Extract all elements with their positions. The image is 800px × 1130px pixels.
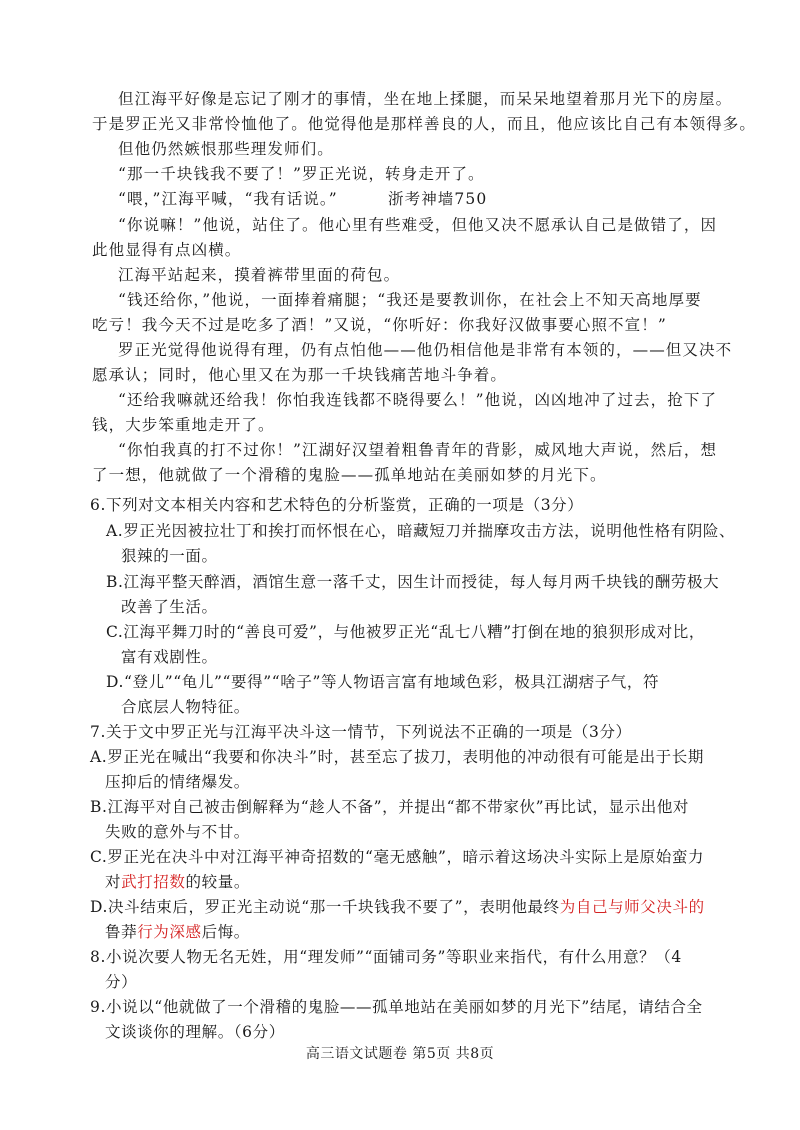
question-7-option-d-cont [105, 921, 250, 943]
story-line: “你怕我真的打不过你！”江湖好汉望着粗鲁青年的背影，威风地大声说，然后，想 [118, 441, 718, 459]
story-line: “那一千块钱我不要了！”罗正光说，转身走开了。 [118, 165, 485, 183]
question-7-option-b: B.江海平对自己被击倒解释为“趁人不备”，并提出“都不带家伙”再比试，显示出他对 [90, 798, 690, 816]
text-segment: 后悔。 [201, 923, 250, 941]
text-segment: D.决斗结束后，罗正光主动说“那一千块钱我不要了”，表明他最终 [90, 898, 560, 916]
question-7-option-d [90, 896, 705, 918]
text-segment: 鲁莽 [105, 923, 138, 941]
question-7-option-c: C.罗正光在决斗中对江海平神奇招数的“毫无感触”，暗示着这场决斗实际上是原始蛮力 [90, 848, 705, 866]
question-7-stem: 7.关于文中罗正光与江海平决斗这一情节，下列说法不正确的一项是（3分） [90, 723, 632, 741]
story-line: 于是罗正光又非常怜恤他了。他觉得他是那样善良的人，而且，他应该比自己有本领得多。 [92, 115, 757, 133]
question-9-stem-cont: 文谈谈你的理解。（6分） [105, 1023, 285, 1041]
story-line: 但江海平好像是忘记了刚才的事情，坐在地上揉腿，而呆呆地望着那月光下的房屋。 [118, 90, 733, 108]
question-6-option-d-cont: 合底层人物特征。 [121, 698, 250, 716]
story-line: “还给我嘛就还给我！你怕我连钱都不晓得要么！”他说，凶凶地冲了过去，抢下了 [118, 391, 718, 409]
red-annotation: 武打招数 [121, 873, 186, 891]
story-line: 此他显得有点凶横。 [92, 241, 242, 259]
story-line: 江海平站起来，摸着裤带里面的荷包。 [118, 266, 401, 284]
text-segment: 的较量。 [185, 873, 250, 891]
text-segment: 对 [105, 873, 122, 891]
question-6-option-d: D.“登儿”“龟儿”“要得”“啥子”等人物语言富有地域色彩，极具江湖痞子气，符 [106, 673, 660, 691]
red-annotation: 行为深感 [137, 923, 202, 941]
story-line: 愿承认；同时，他心里又在为那一千块钱痛苦地斗争着。 [92, 366, 508, 384]
question-8-stem-cont: 分） [105, 973, 138, 991]
question-6-option-a-cont: 狠辣的一面。 [121, 547, 218, 565]
question-7-option-c-cont [105, 871, 250, 893]
question-7-option-b-cont: 失败的意外与不甘。 [105, 823, 250, 841]
page-footer: 高三语文试题卷 第5页 共8页 [305, 1046, 495, 1062]
story-line: “喂，”江海平喊，“我有话说。” [118, 190, 338, 208]
watermark-text: 浙考神墙750 [388, 190, 488, 208]
question-7-option-a: A.罗正光在喊出“我要和你决斗”时，甚至忘了拔刀，表明他的冲动很有可能是出于长期 [90, 748, 704, 766]
story-line: 但他仍然嫉恨那些理发师们。 [118, 140, 334, 158]
story-line: 吃亏！我今天不过是吃多了酒！”又说，“你听好：你我好汉做事要心照不宣！” [92, 316, 667, 334]
story-line: 了一想，他就做了一个滑稽的鬼脸——孤单地站在美丽如梦的月光下。 [92, 466, 607, 484]
question-9-stem: 9.小说以“他就做了一个滑稽的鬼脸——孤单地站在美丽如梦的月光下”结尾，请结合全 [90, 998, 703, 1016]
story-line: 罗正光觉得他说得有理，仍有点怕他——他仍相信他是非常有本领的，——但又决不 [118, 341, 733, 359]
question-6-option-a: A.罗正光因被拉壮丁和挨打而怀恨在心，暗藏短刀并揣摩攻击方法，说明他性格有阴险、 [106, 522, 736, 540]
story-line: 钱，大步笨重地走开了。 [92, 416, 275, 434]
question-8-stem: 8.小说次要人物无名无姓，用“理发师”“面铺司务”等职业来指代，有什么用意？（4 [90, 948, 682, 966]
story-line: “你说嘛！”他说，站住了。他心里有些难受，但他又决不愿承认自己是做错了，因 [118, 216, 718, 234]
story-line: “钱还给你，”他说，一面捧着痛腿；“我还是要教训你，在社会上不知天高地厚要 [118, 291, 702, 309]
question-6-option-b: B.江海平整天醉酒，酒馆生意一落千丈，因生计而授徒，每人每月两千块钱的酬劳极大 [106, 573, 720, 591]
question-6-option-b-cont: 改善了生活。 [121, 598, 218, 616]
red-annotation: 为自己与师父决斗的 [559, 898, 705, 916]
question-6-stem: 6.下列对文本相关内容和艺术特色的分析鉴赏，正确的一项是（3分） [90, 496, 584, 514]
question-6-option-c: C.江海平舞刀时的“善良可爱”，与他被罗正光“乱七八糟”打倒在地的狼狈形成对比， [106, 623, 705, 641]
question-6-option-c-cont: 富有戏剧性。 [121, 648, 218, 666]
question-7-option-a-cont: 压抑后的情绪爆发。 [105, 773, 250, 791]
